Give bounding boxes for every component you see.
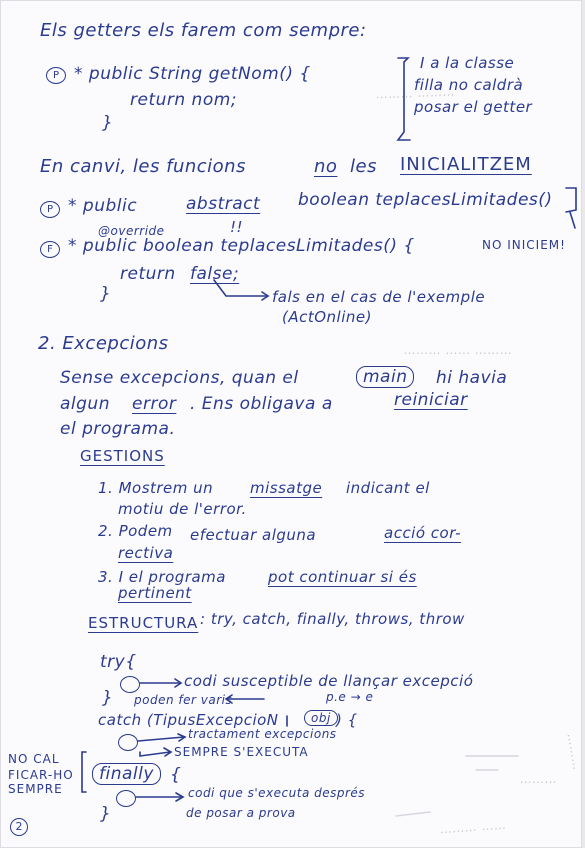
finally-brace: { (170, 765, 182, 785)
filla-signature: * public boolean teplacesLimitades() { (68, 236, 415, 256)
functions-note-no: no (314, 156, 338, 177)
try-keyword: try{ (100, 652, 137, 672)
paragraph-1-main: main (356, 366, 414, 388)
page-number-badge: 2 (10, 818, 28, 836)
gestions-item-2-efectuar: efectuar alguna (190, 526, 317, 544)
paragraph-1-a: Sense excepcions, quan el (60, 368, 299, 388)
paragraph-1-e: el programa. (60, 419, 176, 439)
functions-note-inicialitzem: INICIALITZEM (400, 154, 532, 175)
side-note-line: posar el getter (414, 98, 533, 116)
gestions-item-1-c: motiu de l'error. (118, 500, 247, 518)
show-through-text: ……… …… (439, 817, 508, 837)
abstract-keyword: abstract (186, 194, 261, 214)
code-block-mark-icon (120, 676, 140, 693)
finally-keyword: finally (92, 763, 161, 785)
sempre-note: SEMPRE S'EXECUTA (174, 745, 309, 759)
try-arrow-note: codi susceptible de llançar excepció (184, 672, 474, 690)
override-annotation: @override (98, 224, 165, 238)
try-close-brace: } (102, 688, 114, 708)
protected-mark-icon: P (46, 67, 66, 84)
estructura-keywords: : try, catch, finally, throws, throw (200, 610, 465, 628)
show-through-text: ……… …… ……… (404, 343, 513, 357)
paragraph-1-error: error (132, 394, 177, 414)
abstract-signature: boolean teplacesLimitades() (298, 190, 553, 210)
filla-return: return (120, 264, 176, 284)
gestions-item-1-missatge: missatge (250, 479, 323, 497)
show-through-text: ……… (520, 772, 558, 786)
gestions-heading: GESTIONS (80, 447, 165, 465)
getters-heading: Els getters els farem com sempre: (40, 20, 367, 41)
gestions-item-2-a: 2. Podem (98, 522, 173, 540)
finally-arrow-note-2: de posar a prova (186, 806, 296, 820)
catch-keyword: catch (TipusExcepcioN (98, 711, 279, 729)
code-block-mark-icon (116, 790, 136, 807)
catch-tail: ) { (336, 711, 358, 729)
paragraph-1-d: . Ens obligava a (190, 394, 333, 414)
getnom-signature: * public String getNom() { (74, 64, 311, 84)
paragraph-1-c: algun (60, 394, 110, 414)
no-inicialitzem-note: NO INICIEM! (482, 238, 566, 252)
gestions-item-3-a: 3. I el programa (98, 568, 226, 586)
actonline-note: (ActOnline) (282, 308, 372, 326)
section-2-heading: 2. Excepcions (38, 333, 169, 354)
no-cal-note-line: SEMPRE (8, 782, 63, 796)
no-cal-note-line: FICAR-HO (8, 768, 74, 782)
getnom-return: return nom; (130, 90, 238, 110)
gestions-item-3-pot: pot continuar si és (268, 568, 417, 586)
abstract-prefix: * public (68, 196, 138, 216)
side-note-line: I a la classe (420, 54, 515, 72)
functions-note-intro: En canvi, les funcions (40, 156, 246, 177)
gestions-item-1-a: 1. Mostrem un (98, 479, 214, 497)
gestions-item-2-accio: acció cor- (384, 524, 461, 542)
gestions-item-3-pertinent: pertinent (118, 584, 192, 602)
filla-close-brace: } (100, 284, 112, 304)
override-marks: !! (230, 218, 244, 236)
functions-note-les: les (350, 156, 377, 177)
getnom-close-brace: } (102, 113, 114, 133)
finally-close-brace: } (100, 804, 112, 824)
code-block-mark-icon (118, 734, 138, 751)
side-note-line: filla no caldrà (414, 76, 524, 94)
catch-arrow-note: tractament excepcions (188, 727, 337, 741)
try-varis-note: poden fer varis (134, 693, 233, 707)
catch-obj: obj (304, 710, 338, 726)
paragraph-1-reiniciar: reiniciar (394, 390, 468, 410)
gestions-item-2-rectiva: rectiva (118, 544, 174, 562)
false-note: fals en el cas de l'exemple (272, 288, 486, 306)
paragraph-1-b: hi havia (436, 368, 508, 388)
gestions-item-1-b: indicant el (346, 479, 430, 497)
show-through-text: ……… ……… (375, 84, 456, 102)
pe-note: p.e → e (326, 690, 374, 704)
protected-mark-icon: P (40, 201, 60, 218)
estructura-heading: ESTRUCTURA (88, 614, 199, 632)
final-mark-icon: F (40, 241, 60, 258)
finally-arrow-note: codi que s'executa després (188, 786, 366, 800)
filla-return-false: false; (190, 264, 240, 284)
show-through-text: ……… (564, 732, 585, 772)
no-cal-note-line: NO CAL (8, 752, 60, 766)
